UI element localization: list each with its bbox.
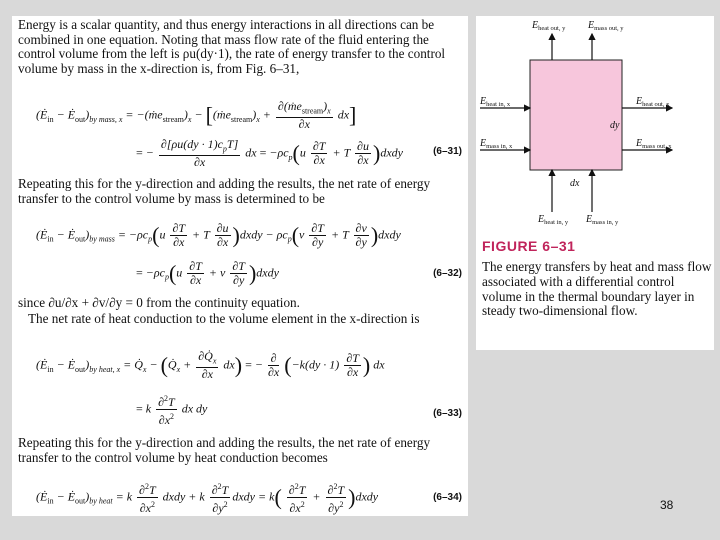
label-heat-out-x: $E_{heat out, x}$ <box>636 96 670 108</box>
label-dy: dy <box>610 120 620 131</box>
label-heat-out-y: $E_{heat out, y}$ <box>532 20 566 32</box>
slide-page-number: 38 <box>660 498 674 512</box>
control-volume-box <box>530 60 622 170</box>
paragraph-intro: Energy is a scalar quantity, and thus energy interactions in all directions can be combined in one equation. Noting that mass flow rate of the fluid entering the control volume from the left is ρu(dy·1), the rate of energy transfer to the control volume by mass in the x-direction is, from Fig. 6–31, <box>18 17 446 76</box>
textbook-page <box>12 16 468 516</box>
label-heat-in-x: $E_{heat in, x}$ <box>480 96 511 108</box>
label-mass-out-y: $E_{mass out, y}$ <box>588 20 624 32</box>
equation-6-31-line2: = − $\frac{\partial[\rho u(dy \cdot 1)c_pT]}{\partial x}$ dx = $-\rho c_p(u$ $\frac{\partial T}{\partial x}$ + T $\frac{\partial u}{\partial x}$ )dxdy <box>136 137 403 170</box>
equation-6-32-line1: ($Ė_{in}$ − $Ė_{out})_{by mass} = -\rho c_p(u$ $\frac{\partial T}{\partial x}$ + T $\frac{\partial u}{\partial x}$ )dxdy − $\rho c_p(v$ $\frac{\partial T}{\partial y}$ + T $\frac{\partial v}{\partial y}$ )dxdy <box>36 221 401 249</box>
label-mass-out-x: $E_{mass out, x}$ <box>636 138 672 150</box>
equation-6-32-line2: = $-\rho c_p(u$ $\frac{\partial T}{\partial x}$ + v $\frac{\partial T}{\partial y}$ )dxdy <box>136 259 279 287</box>
paragraph-continuity: since ∂u/∂x + ∂v/∂y = 0 from the continuity equation. <box>18 295 300 310</box>
label-mass-in-y: $E_{mass in, y}$ <box>586 214 619 226</box>
paragraph-heat-conduction: The net rate of heat conduction to the volume element in the x-direction is <box>28 311 420 326</box>
equation-6-34: ($Ė_{in}$ − $Ė_{out})_{by heat} = k$ $\frac{\partial^2T}{\partial x^2}$ dxdy + k $\frac{\partial^2T}{\partial y^2}$ dxdy = k( $\frac{\partial^2T}{\partial x^2}$ + $\frac{\partial^2T}{\partial y^2}$ )dxdy <box>36 482 379 515</box>
figure-title: FIGURE 6–31 <box>482 238 576 254</box>
label-mass-in-x: $E_{mass in, x}$ <box>480 138 513 150</box>
equation-6-31-line1: ($Ė_{in}$ − $Ė_{out})_{by mass, x}$ = $-(ṁe_{stream})_x$ − [$(ṁe_{stream})_x$ + $\frac{\partial(ṁe_{stream})_x}{\partial x}$ dx] <box>36 99 357 132</box>
figure-panel <box>476 16 714 350</box>
equation-number-6-32: (6–32) <box>433 268 462 279</box>
paragraph-y-direction-heat: Repeating this for the y-direction and adding the results, the net rate of energy transfer to the control volume by heat conduction becomes <box>18 435 431 465</box>
paragraph-y-direction-mass: Repeating this for the y-direction and adding the results, the net rate of energy transfer to the control volume by mass is determined to be <box>18 176 431 206</box>
control-volume-diagram <box>476 16 714 234</box>
figure-caption: The energy transfers by heat and mass flow associated with a differential control volume in the thermal boundary layer in steady two-dimensional flow. <box>482 259 712 319</box>
equation-number-6-34: (6–34) <box>433 492 462 503</box>
label-heat-in-y: $E_{heat in, y}$ <box>538 214 569 226</box>
equation-6-33-line2: = k $\frac{\partial^2T}{\partial x^2}$ dx dy <box>136 394 208 427</box>
equation-number-6-33: (6–33) <box>433 408 462 419</box>
label-dx: dx <box>570 178 580 189</box>
equation-6-33-line1: ($Ė_{in}$ − $Ė_{out})_{by heat, x}$ = $Q̇_x$ − ($Q̇_x$ + $\frac{\partial Q̇_x}{\partial x}$ dx) = − $\frac{\partial}{\partial x}$ (−k(dy · 1) $\frac{\partial T}{\partial x}$ ) dx <box>36 349 385 382</box>
equation-number-6-31: (6–31) <box>433 146 462 157</box>
